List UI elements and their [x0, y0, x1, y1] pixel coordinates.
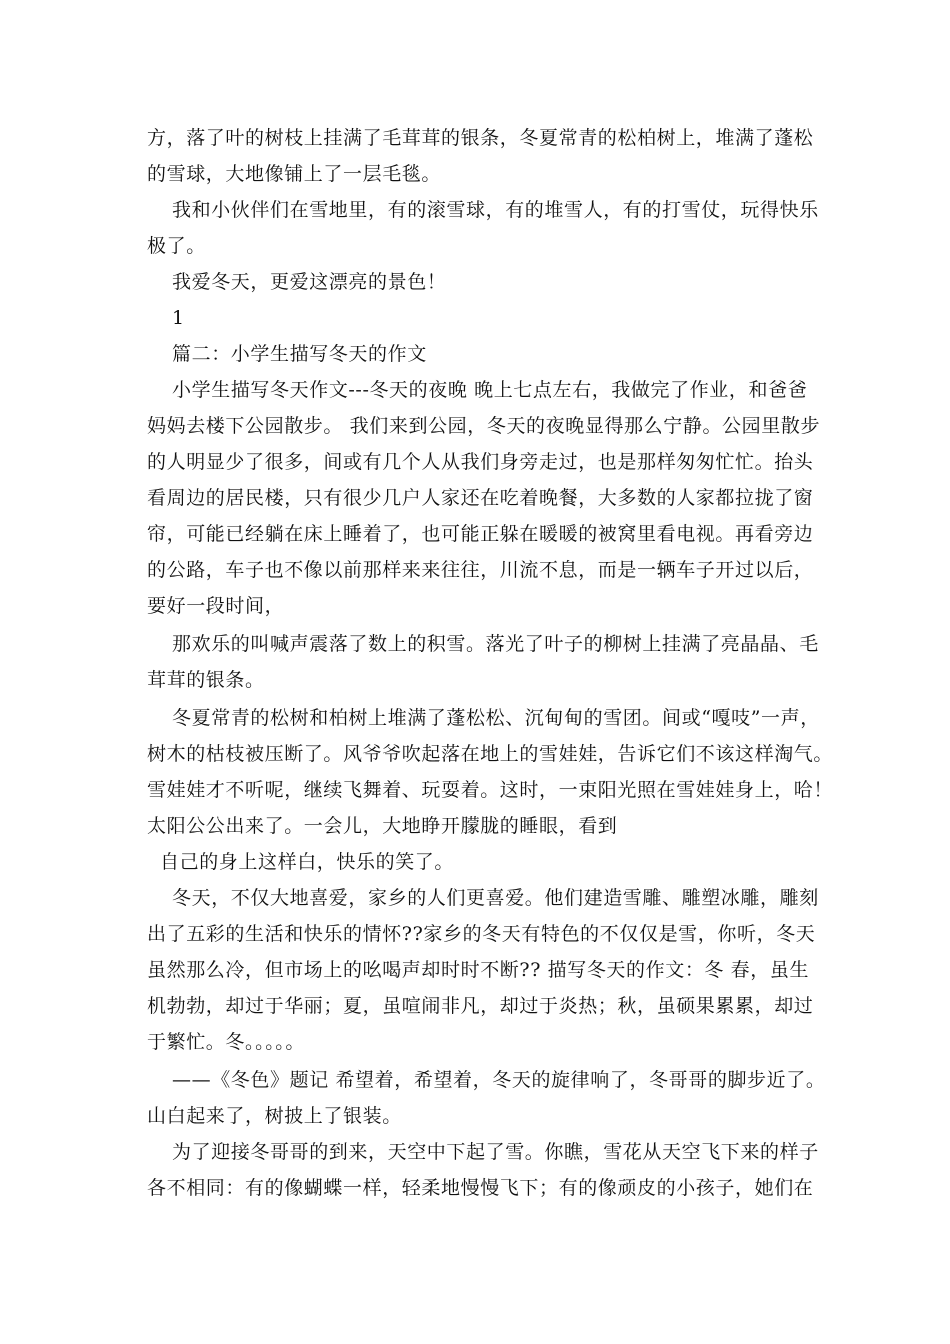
- text-line: 为了迎接冬哥哥的到来，天空中下起了雪。你瞧，雪花从天空飞下来的样子: [172, 1141, 819, 1163]
- text-line: 我爱冬天，更爱这漂亮的景色！: [172, 271, 447, 293]
- text-line: 出了五彩的生活和快乐的情怀??家乡的冬天有特色的不仅仅是雪，你听，冬天: [147, 923, 816, 945]
- text-line: 山白起来了，树披上了银装。: [147, 1105, 402, 1127]
- text-line: 小学生描写冬天作文---冬天的夜晚 晚上七点左右，我做完了作业，和爸爸: [172, 379, 808, 401]
- text-line: 于繁忙。冬。。。。。: [147, 1031, 306, 1053]
- text-line: 太阳公公出来了。一会儿，大地睁开朦胧的睡眼，看到: [147, 815, 618, 837]
- text-line: 方，落了叶的树枝上挂满了毛茸茸的银条，冬夏常青的松柏树上，堆满了蓬松: [147, 127, 814, 149]
- text-line: 的雪球，大地像铺上了一层毛毯。: [147, 163, 442, 185]
- text-line: 那欢乐的叫喊声震落了数上的积雪。落光了叶子的柳树上挂满了亮晶晶、毛: [172, 633, 819, 655]
- text-line: 冬夏常青的松树和柏树上堆满了蓬松松、沉甸甸的雪团。间或“嘎吱”一声，: [172, 707, 820, 729]
- text-line: 要好一段时间，: [147, 595, 285, 617]
- page-number: 1: [172, 307, 185, 329]
- text-line: 树木的枯枝被压断了。风爷爷吹起落在地上的雪娃娃，告诉它们不该这样淘气。: [147, 743, 834, 765]
- text-line: 茸茸的银条。: [147, 669, 265, 691]
- text-line: 自己的身上这样白，快乐的笑了。: [160, 851, 455, 873]
- text-line: 看周边的居民楼，只有很少几户人家还在吃着晚餐，大多数的人家都拉拢了窗: [147, 487, 814, 509]
- text-line: 的人明显少了很多，间或有几个人从我们身旁走过，也是那样匆匆忙忙。抬头: [147, 451, 814, 473]
- text-line: 各不相同：有的像蝴蝶一样，轻柔地慢慢飞下；有的像顽皮的小孩子，她们在: [147, 1177, 814, 1199]
- text-line: 的公路，车子也不像以前那样来来往往，川流不息，而是一辆车子开过以后，: [147, 559, 814, 581]
- text-line: 虽然那么冷，但市场上的吆喝声却时时不断?? 描写冬天的作文：冬 春，虽生: [147, 959, 810, 981]
- text-line: 雪娃娃才不听呢，继续飞舞着、玩耍着。这时，一束阳光照在雪娃娃身上，哈！: [147, 779, 834, 801]
- text-line: 帘，可能已经躺在床上睡着了，也可能正躲在暖暖的被窝里看电视。再看旁边: [147, 523, 814, 545]
- section-heading: 篇二：小学生描写冬天的作文: [172, 343, 427, 365]
- text-line: 机勃勃，却过于华丽；夏，虽喧闹非凡，却过于炎热；秋，虽硕果累累，却过: [147, 995, 814, 1017]
- text-line: 极了。: [147, 235, 206, 257]
- text-line: 我和小伙伴们在雪地里，有的滚雪球，有的堆雪人，有的打雪仗，玩得快乐: [172, 199, 819, 221]
- text-line: ——《冬色》题记 希望着，希望着，冬天的旋律响了，冬哥哥的脚步近了。: [172, 1069, 826, 1091]
- text-line: 妈妈去楼下公园散步。 我们来到公园，冬天的夜晚显得那么宁静。公园里散步: [147, 415, 821, 437]
- text-line: 冬天，不仅大地喜爱，家乡的人们更喜爱。他们建造雪雕、雕塑冰雕，雕刻: [172, 887, 819, 909]
